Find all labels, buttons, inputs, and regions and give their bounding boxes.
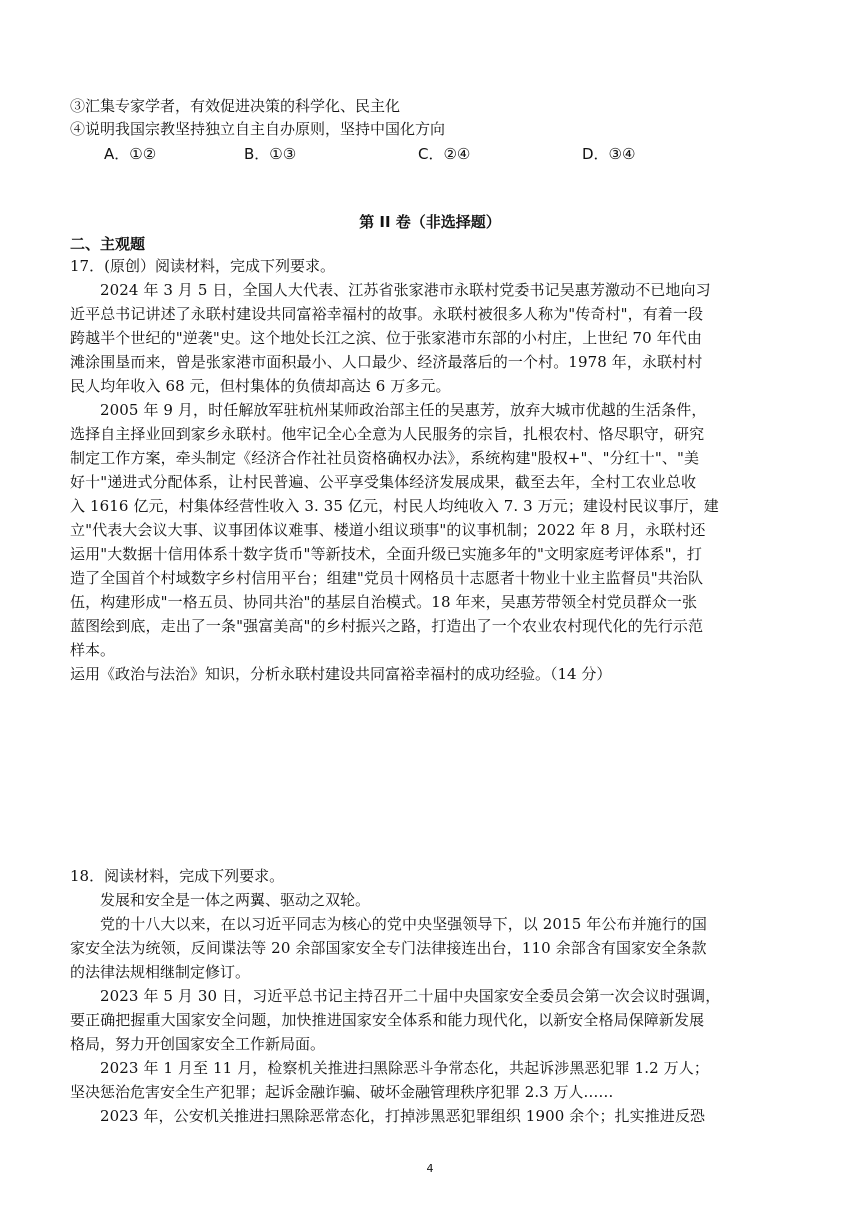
q18-line: 2023 年 1 月至 11 月，检察机关推进扫黑除恶斗争常态化，共起诉涉黑恶犯罪 1.2 万人；: [100, 1059, 709, 1077]
statement-3: ③汇集专家学者，有效促进决策的科学化、民主化: [70, 97, 401, 115]
q18-line: 的法律法规相继制定修订。: [70, 963, 251, 981]
q17-task: 运用《政治与法治》知识，分析永联村建设共同富裕幸福村的成功经验。（14 分）: [70, 665, 612, 683]
q17-line: 民人均年收入 68 元，但村集体的负债却高达 6 万多元。: [70, 377, 451, 395]
q18-line: 坚决惩治危害安全生产犯罪；起诉金融诈骗、破坏金融管理秩序犯罪 2.3 万人……: [70, 1083, 614, 1101]
q17-line: 制定工作方案，牵头制定《经济合作社社员资格确权办法》，系统构建"股权+"、"分红十"、"美: [70, 449, 700, 467]
answer-options: [104, 143, 804, 163]
q17-line: 运用"大数据十信用体系十数字货币"等新技术，全面升级已实施多年的"文明家庭考评体系"，打: [70, 545, 703, 563]
q17-line: 近平总书记讲述了永联村建设共同富裕幸福村的故事。永联村被很多人称为"传奇村"，有着一段: [70, 305, 704, 323]
q17-line: 样本。: [70, 641, 116, 659]
q17-line: 好十"递进式分配体系，让村民普遍、公平享受集体经济发展成果，截至去年，全村工农业总收: [70, 473, 697, 491]
q18-line: 发展和安全是一体之两翼、驱动之双轮。: [100, 891, 371, 909]
q17-line: 伍，构建形成"一格五员、协同共治"的基层自治模式。18 年来，吴惠芳带领全村党员群众一张: [70, 593, 698, 611]
q17-line: 造了全国首个村域数字乡村信用平台；组建"党员十网格员十志愿者十物业十业主监督员"共治队: [70, 569, 704, 587]
q17-prompt: 17．(原创）阅读材料，完成下列要求。: [70, 257, 335, 275]
q18-line: 党的十八大以来，在以习近平同志为核心的党中央坚强领导下，以 2015 年公布并施行的国: [100, 915, 708, 933]
option-a: A．①②: [104, 145, 157, 163]
option-b: B．①③: [244, 145, 297, 163]
section-heading: 二、主观题: [70, 235, 146, 253]
q18-line: 家安全法为统领，反间谍法等 20 余部国家安全专门法律接连出台，110 余部含有国家安全条款: [70, 939, 707, 957]
q17-line: 2024 年 3 月 5 日，全国人大代表、江苏省张家港市永联村党委书记吴惠芳激动不已地向习: [100, 281, 711, 299]
q18-line: 要正确把握重大国家安全问题，加快推进国家安全体系和能力现代化，以新安全格局保障新发展: [70, 1011, 705, 1029]
q18-line: 格局，努力开创国家安全工作新局面。: [70, 1035, 326, 1053]
option-c: C．②④: [418, 145, 471, 163]
q18-prompt: 18．阅读材料，完成下列要求。: [70, 867, 285, 885]
q18-line: 2023 年 5 月 30 日，习近平总书记主持召开二十届中央国家安全委员会第一次会议时强调，: [100, 987, 721, 1005]
q17-line: 选择自主择业回到家乡永联村。他牢记全心全意为人民服务的宗旨，扎根农村、恪尽职守，研究: [70, 425, 705, 443]
q17-line: 跨越半个世纪的"逆袭"史。这个地处长江之滨、位于张家港市东部的小村庄，上世纪 70 年代由: [70, 329, 702, 347]
section-title: 第 II 卷（非选择题）: [359, 213, 501, 231]
statement-4: ④说明我国宗教坚持独立自主自办原则，坚持中国化方向: [70, 120, 446, 138]
q17-line: 2005 年 9 月，时任解放军驻杭州某师政治部主任的吴惠芳，放弃大城市优越的生活条件，: [100, 401, 707, 419]
q17-line: 滩涂围垦而来，曾是张家港市面积最小、人口最少、经济最落后的一个村。1978 年，永联村村: [70, 353, 703, 371]
q17-line: 蓝图绘到底，走出了一条"强富美高"的乡村振兴之路，打造出了一个农业农村现代化的先行示范: [70, 617, 704, 635]
q17-line: 入 1616 亿元，村集体经营性收入 3. 35 亿元，村民人均纯收入 7. 3 万元；建设村民议事厅，建: [70, 497, 719, 515]
page-number: 4: [426, 1162, 434, 1175]
option-d: D．③④: [582, 145, 636, 163]
q18-line: 2023 年，公安机关推进扫黑除恶常态化，打掉涉黑恶犯罪组织 1900 余个；扎实推进反恐: [100, 1107, 706, 1125]
q17-line: 立"代表大会议大事、议事团体议难事、楼道小组议琐事"的议事机制；2022 年 8 月，永联村还: [70, 521, 706, 539]
